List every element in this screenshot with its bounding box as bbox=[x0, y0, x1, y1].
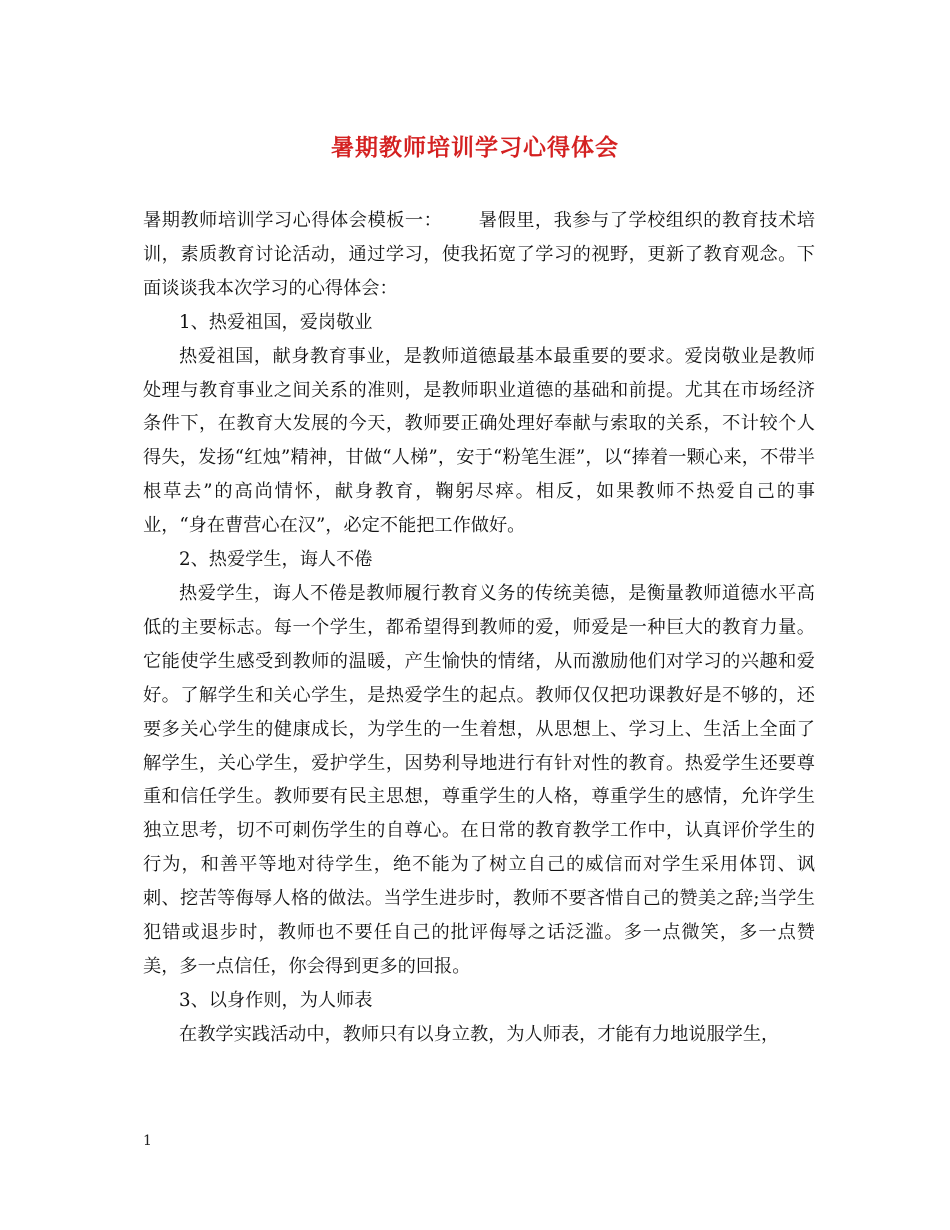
intro-paragraph bbox=[143, 204, 815, 306]
section-body-2: 热爱学生，诲人不倦是教师履行教育义务的传统美德，是衡量教师道德水平高低的主要标志。每一个学生，都希望得到教师的爱，师爱是一种巨大的教育力量。它能使学生感受到教师的温暖，产生愉快的情绪，从而激励他们对学习的兴趣和爱好。了解学生和关心学生，是热爱学生的起点。教师仅仅把功课教好是不够的，还要多关心学生的健康成长，为学生的一生着想，从思想上、学习上、生活上全面了解学生，关心学生，爱护学生，因势利导地进行有针对性的教育。热爱学生还要尊重和信任学生。教师要有民主思想，尊重学生的人格，尊重学生的感情，允许学生独立思考，切不可刺伤学生的自尊心。在日常的教育教学工作中，认真评价学生的行为，和善平等地对待学生，绝不能为了树立自己的威信而对学生采用体罚、讽刺、挖苦等侮辱人格的做法。当学生进步时，教师不要吝惜自己的赞美之辞;当学生犯错或退步时，教师也不要任自己的批评侮辱之话泛滥。多一点微笑，多一点赞美，多一点信任，你会得到更多的回报。 bbox=[143, 582, 815, 977]
section-body-1: 热爱祖国，献身教育事业，是教师道德最基本最重要的要求。爱岗敬业是教师处理与教育事业之间关系的准则，是教师职业道德的基础和前提。尤其在市场经济条件下，在教育大发展的今天，教师要正确处理好奉献与索取的关系，不计较个人得失，发扬“红烛”精神，甘做“人梯”，安于“粉笔生涯”，以“捧着一颗心来，不带半根草去”的高尚情怀，献身教育，鞠躬尽瘁。相反，如果教师不热爱自己的事业，“身在曹营心在汉”，必定不能把工作做好。 bbox=[143, 345, 815, 537]
section-heading-1: 1、热爱祖国，爱岗敬业 bbox=[179, 311, 373, 333]
section-heading-3: 3、以身作则，为人师表 bbox=[179, 989, 373, 1011]
intro-lead: 暑期教师培训学习心得体会模板一： bbox=[143, 210, 443, 231]
document-title: 暑期教师培训学习心得体会 bbox=[331, 134, 619, 161]
section-body-3: 在教学实践活动中，教师只有以身立教，为人师表，才能有力地说服学生， bbox=[179, 1023, 780, 1045]
page-number: 1 bbox=[143, 1133, 152, 1149]
intro-body: 暑假里，我参与了学校组织的教育技术培训，素质教育讨论活动，通过学习，使我拓宽了学习的视野，更新了教育观念。下面谈谈我本次学习的心得体会： bbox=[143, 210, 815, 299]
section-heading-2: 2、热爱学生，诲人不倦 bbox=[179, 549, 373, 571]
document-body bbox=[143, 204, 815, 1052]
